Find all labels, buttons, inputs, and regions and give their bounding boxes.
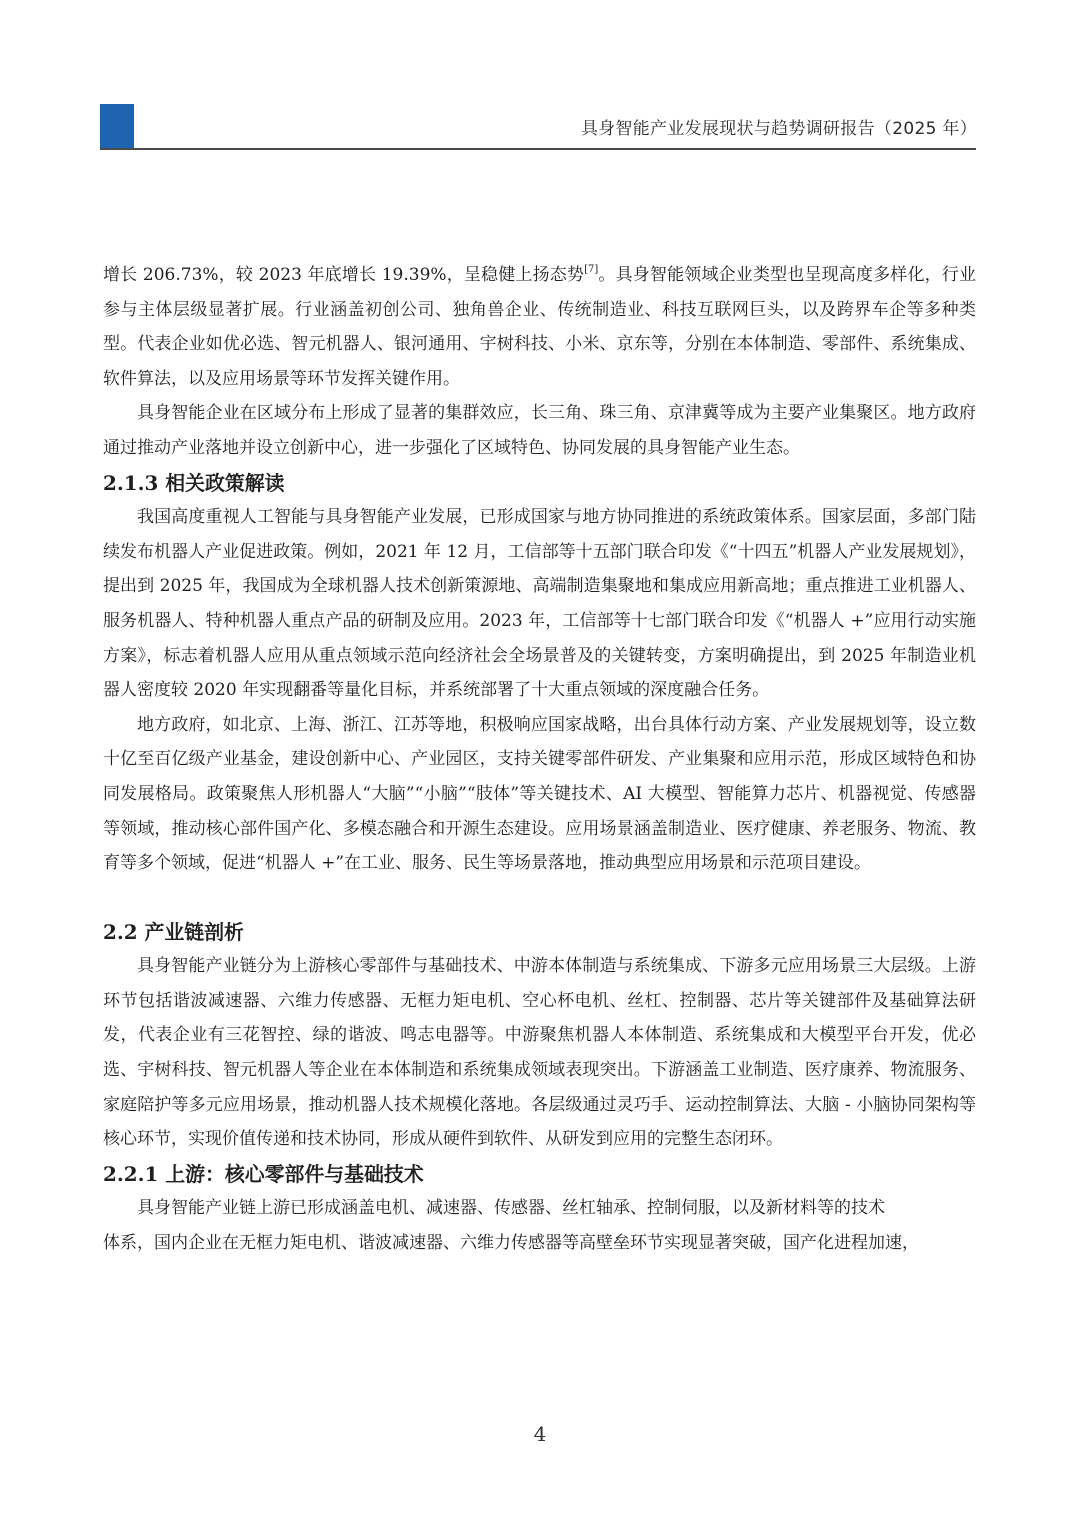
section-heading-2-2: 2.2 产业链剖析 bbox=[103, 919, 244, 944]
page-content bbox=[103, 258, 976, 1261]
paragraph-industry-chain: 具身智能产业链分为上游核心零部件与基础技术、中游本体制造与系统集成、下游多元应用场景三大层级。上游环节包括谐波减速器、六维力传感器、无框力矩电机、空心杯电机、丝杠、控制器、芯片等关键部件及基础算法研发，代表企业有三花智控、绿的谐波、鸣志电器等。中游聚焦机器人本体制造、系统集成和大模型平台开发，优必选、宇树科技、智元机器人等企业在本体制造和系统集成领域表现突出。下游涵盖工业制造、医疗康养、物流服务、家庭陪护等多元应用场景，推动机器人技术规模化落地。各层级通过灵巧手、运动控制算法、大脑 - 小脑协同架构等核心环节，实现价值传递和技术协同，形成从硬件到软件、从研发到应用的完整生态闭环。 bbox=[103, 956, 976, 1150]
citation-ref: [7] bbox=[584, 264, 599, 275]
paragraph-line: 具身智能产业链上游已形成涵盖电机、减速器、传感器、丝杠轴承、控制伺服，以及新材料等的技术 bbox=[137, 1198, 885, 1219]
paragraph-national-policy: 我国高度重视人工智能与具身智能产业发展，已形成国家与地方协同推进的系统政策体系。国家层面，多部门陆续发布机器人产业促进政策。例如，2021 年 12 月，工信部等十五部门联合印发《“十四五”机器人产业发展规划》，提出到 2025 年，我国成为全球机器人技术创新策源地、高端制造集聚地和集成应用新高地；重点推进工业机器人、服务机器人、特种机器人重点产品的研制及应用。2023 年，工信部等十七部门联合印发《“机器人 +”应用行动实施方案》，标志着机器人应用从重点领域示范向经济社会全场景普及的关键转变，方案明确提出，到 2025 年制造业机器人密度较 2020 年实现翻番等量化目标，并系统部署了十大重点领域的深度融合任务。 bbox=[103, 507, 976, 701]
paragraph-text: 。具身智能领域企业类型也呈现高度多样化，行业参与主体层级显著扩展。行业涵盖初创公司、独角兽企业、传统制造业、科技互联网巨头，以及跨界车企等多种类型。代表企业如优必选、智元机器人、银河通用、宇树科技、小米、京东等，分别在本体制造、零部件、系统集成、软件算法，以及应用场景等环节发挥关键作用。 bbox=[103, 265, 976, 389]
section-heading-2-1-3: 2.1.3 相关政策解读 bbox=[103, 470, 285, 495]
header-rule bbox=[100, 148, 976, 150]
section-heading-2-2-1: 2.2.1 上游：核心零部件与基础技术 bbox=[103, 1161, 424, 1186]
paragraph-regional-clusters: 具身智能企业在区域分布上形成了显著的集群效应，长三角、珠三角、京津冀等成为主要产业集聚区。地方政府通过推动产业落地并设立创新中心，进一步强化了区域特色、协同发展的具身智能产业生态。 bbox=[103, 403, 976, 458]
header-accent-block bbox=[100, 104, 134, 150]
paragraph-upstream bbox=[103, 1191, 976, 1260]
paragraph-local-policy: 地方政府，如北京、上海、浙江、江苏等地，积极响应国家战略，出台具体行动方案、产业发展规划等，设立数十亿至百亿级产业基金，建设创新中心、产业园区，支持关键零部件研发、产业集聚和应用示范，形成区域特色和协同发展格局。政策聚焦人形机器人“大脑”“小脑”“肢体”等关键技术、AI 大模型、智能算力芯片、机器视觉、传感器等领域，推动核心部件国产化、多模态融合和开源生态建设。应用场景涵盖制造业、医疗健康、养老服务、物流、教育等多个领域，促进“机器人 +”在工业、服务、民生等场景落地，推动典型应用场景和示范项目建设。 bbox=[103, 714, 976, 874]
report-title: 具身智能产业发展现状与趋势调研报告（2025 年） bbox=[580, 119, 977, 139]
paragraph-line: 体系，国内企业在无框力矩电机、谐波减速器、六维力传感器等高壁垒环节实现显著突破，国产化进程加速， bbox=[103, 1233, 919, 1254]
page-number: 4 bbox=[533, 1422, 547, 1446]
paragraph-text: 增长 206.73%，较 2023 年底增长 19.39%，呈稳健上扬态势 bbox=[103, 265, 585, 285]
paragraph-enterprise-growth bbox=[103, 258, 976, 396]
